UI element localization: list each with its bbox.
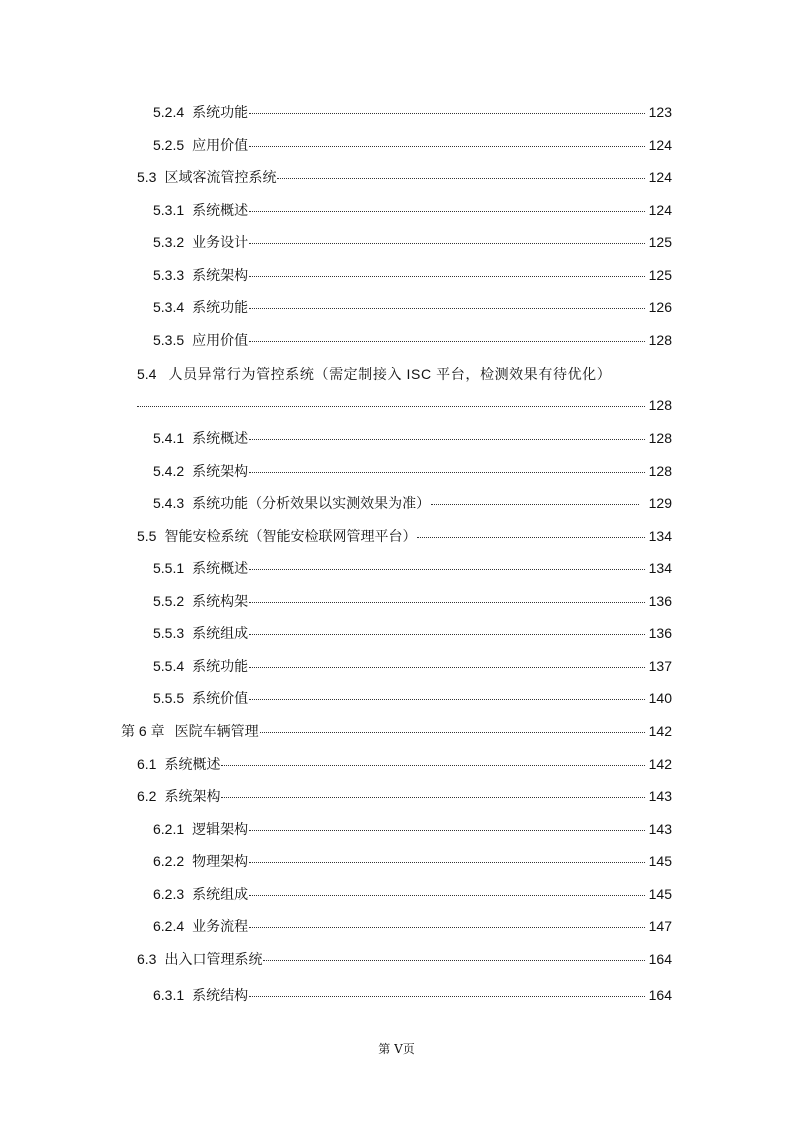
toc-entry-number: 5.3	[137, 169, 157, 185]
toc-dot-leader	[249, 862, 645, 863]
toc-entry-page: 134	[648, 528, 672, 544]
toc-entry-number: 5.3.4	[153, 299, 185, 315]
toc-entry-page: 143	[648, 788, 672, 804]
toc-entry[interactable]	[153, 688, 672, 708]
toc-dot-leader	[221, 765, 644, 766]
toc-entry-title: 业务设计	[192, 234, 249, 250]
toc-dot-leader	[249, 146, 645, 147]
toc-entry-title: 人员异常行为管控系统（需定制接入 ISC 平台，检测效果有待优化）	[168, 366, 612, 382]
toc-dot-leader	[249, 667, 645, 668]
toc-entry-title: 应用价值	[192, 137, 249, 153]
toc-entry-title: 应用价值	[192, 332, 249, 348]
toc-entry-title: 系统概述	[192, 202, 249, 218]
toc-entry-title: 智能安检系统（智能安检联网管理平台）	[164, 528, 417, 544]
toc-entry-number: 6.3.1	[153, 987, 185, 1003]
toc-entry-title: 出入口管理系统	[164, 951, 263, 967]
toc-dot-leader	[249, 996, 645, 997]
toc-entry-number: 6.1	[137, 756, 157, 772]
toc-entry-title: 系统功能	[192, 104, 249, 120]
toc-entry-page: 125	[648, 234, 672, 250]
toc-entry-title: 系统结构	[192, 987, 249, 1003]
toc-entry[interactable]	[153, 591, 672, 611]
toc-entry-page: 147	[648, 918, 672, 934]
toc-dot-leader	[249, 113, 645, 114]
toc-entry-number: 5.5.1	[153, 560, 185, 576]
toc-entry[interactable]	[153, 428, 672, 448]
toc-entry-page: 164	[648, 951, 672, 967]
toc-entry-page: 123	[648, 104, 672, 120]
toc-entry-page: 128	[648, 430, 672, 446]
toc-entry-title: 系统功能	[192, 299, 249, 315]
toc-entry[interactable]	[153, 330, 672, 350]
toc-entry[interactable]	[153, 819, 672, 839]
toc-entry-number: 5.5.5	[153, 690, 185, 706]
toc-dot-leader	[249, 308, 645, 309]
toc-dot-leader	[263, 960, 644, 961]
toc-entry-page: 125	[648, 267, 672, 283]
toc-dot-leader	[277, 178, 644, 179]
toc-entry[interactable]	[137, 949, 672, 969]
toc-entry-page: 164	[648, 987, 672, 1003]
toc-dot-leader	[249, 569, 645, 570]
toc-entry-number: 5.3.5	[153, 332, 185, 348]
toc-entry-page: 128	[648, 397, 672, 413]
toc-entry[interactable]	[137, 786, 672, 806]
toc-entry-title: 系统概述	[164, 756, 221, 772]
toc-entry-title: 系统功能（分析效果以实测效果为准）	[192, 495, 431, 511]
toc-entry-number: 6.2.4	[153, 918, 185, 934]
toc-entry-page: 145	[648, 886, 672, 902]
toc-entry[interactable]	[153, 297, 672, 317]
toc-entry-title: 系统架构	[192, 463, 249, 479]
toc-entry[interactable]	[153, 558, 672, 578]
toc-entry[interactable]	[153, 135, 672, 155]
toc-entry[interactable]	[153, 461, 672, 481]
toc-entry[interactable]	[153, 200, 672, 220]
toc-dot-leader	[249, 439, 645, 440]
toc-entry-page: 136	[648, 593, 672, 609]
toc-entry-title: 系统功能	[192, 658, 249, 674]
toc-entry[interactable]	[153, 232, 672, 252]
toc-entry-page: 143	[648, 821, 672, 837]
toc-dot-leader	[249, 211, 645, 212]
page-number-label: 第 V页	[378, 1042, 415, 1056]
toc-entry[interactable]	[153, 884, 672, 904]
toc-entry-title: 系统概述	[192, 430, 249, 446]
toc-entry-page: 124	[648, 169, 672, 185]
toc-entry-number: 5.4.1	[153, 430, 185, 446]
toc-dot-leader	[260, 732, 645, 733]
toc-entry-title: 业务流程	[192, 918, 249, 934]
toc-entry-number: 6.2.2	[153, 853, 185, 869]
toc-entry-page: 142	[648, 756, 672, 772]
toc-chapter-entry[interactable]	[121, 721, 672, 741]
toc-entry[interactable]	[137, 526, 672, 546]
toc-entry-number: 5.4	[137, 366, 157, 382]
toc-entry[interactable]	[137, 754, 672, 774]
toc-entry[interactable]	[153, 102, 672, 122]
page-footer	[0, 1040, 793, 1057]
toc-entry[interactable]	[153, 623, 672, 643]
toc-entry-title: 系统组成	[192, 886, 249, 902]
toc-dot-leader	[417, 537, 644, 538]
toc-entry-page: 145	[648, 853, 672, 869]
toc-entry-page: 126	[648, 299, 672, 315]
toc-entry-page: 140	[648, 690, 672, 706]
toc-entry-page: 124	[648, 202, 672, 218]
toc-entry-number: 5.3.1	[153, 202, 185, 218]
toc-entry-page: 128	[648, 463, 672, 479]
toc-dot-leader	[249, 699, 645, 700]
toc-entry-title: 系统架构	[192, 267, 249, 283]
toc-entry-number: 5.5.4	[153, 658, 185, 674]
toc-entry-page: 136	[648, 625, 672, 641]
toc-entry-number: 5.2.5	[153, 137, 185, 153]
toc-entry[interactable]	[153, 916, 672, 936]
toc-entry-number: 5.3.3	[153, 267, 185, 283]
toc-entry[interactable]	[137, 364, 672, 384]
toc-entry-number: 5.2.4	[153, 104, 185, 120]
toc-entry-number: 第 6 章	[121, 723, 165, 739]
toc-entry-number: 5.4.2	[153, 463, 185, 479]
toc-entry-number: 5.5	[137, 528, 157, 544]
toc-dot-leader	[249, 602, 645, 603]
toc-dot-leader	[249, 895, 645, 896]
toc-entry-page: 134	[648, 560, 672, 576]
toc-dot-leader	[249, 243, 645, 244]
toc-entry[interactable]	[153, 656, 672, 676]
toc-entry-number: 5.4.3	[153, 495, 185, 511]
toc-entry[interactable]	[153, 985, 672, 1005]
toc-dot-leader	[249, 341, 645, 342]
toc-entry-number: 6.3	[137, 951, 157, 967]
toc-dot-leader	[137, 406, 645, 407]
toc-entry-title: 系统构架	[192, 593, 249, 609]
toc-entry-title: 医院车辆管理	[174, 723, 259, 739]
toc-entry-title: 逻辑架构	[192, 821, 249, 837]
toc-entry-page: 137	[648, 658, 672, 674]
toc-entry-number: 5.5.3	[153, 625, 185, 641]
toc-dot-leader	[249, 276, 645, 277]
toc-entry[interactable]	[153, 493, 672, 513]
toc-entry[interactable]	[153, 851, 672, 871]
toc-entry[interactable]	[153, 265, 672, 285]
toc-dot-leader	[249, 830, 645, 831]
toc-entry-title: 区域客流管控系统	[164, 169, 277, 185]
toc-entry-number: 6.2.3	[153, 886, 185, 902]
toc-dot-leader	[249, 634, 645, 635]
toc-entry-number: 5.3.2	[153, 234, 185, 250]
toc-entry[interactable]	[137, 167, 672, 187]
toc-entry-title: 系统架构	[164, 788, 221, 804]
toc-entry-title: 系统概述	[192, 560, 249, 576]
toc-entry-number: 5.5.2	[153, 593, 185, 609]
toc-dot-leader	[249, 927, 645, 928]
toc-entry-page: 128	[648, 332, 672, 348]
toc-entry-page: 142	[648, 723, 672, 739]
toc-entry-page: 124	[648, 137, 672, 153]
toc-entry-continuation[interactable]	[137, 397, 672, 413]
toc-entry-number: 6.2.1	[153, 821, 185, 837]
toc-dot-leader	[221, 797, 644, 798]
toc-dot-leader	[249, 472, 645, 473]
toc-entry-title: 物理架构	[192, 853, 249, 869]
toc-entry-page: 129	[648, 495, 672, 511]
toc-entry-number: 6.2	[137, 788, 157, 804]
toc-dot-leader	[431, 504, 639, 505]
toc-entry-title: 系统价值	[192, 690, 249, 706]
toc-entry-title: 系统组成	[192, 625, 249, 641]
